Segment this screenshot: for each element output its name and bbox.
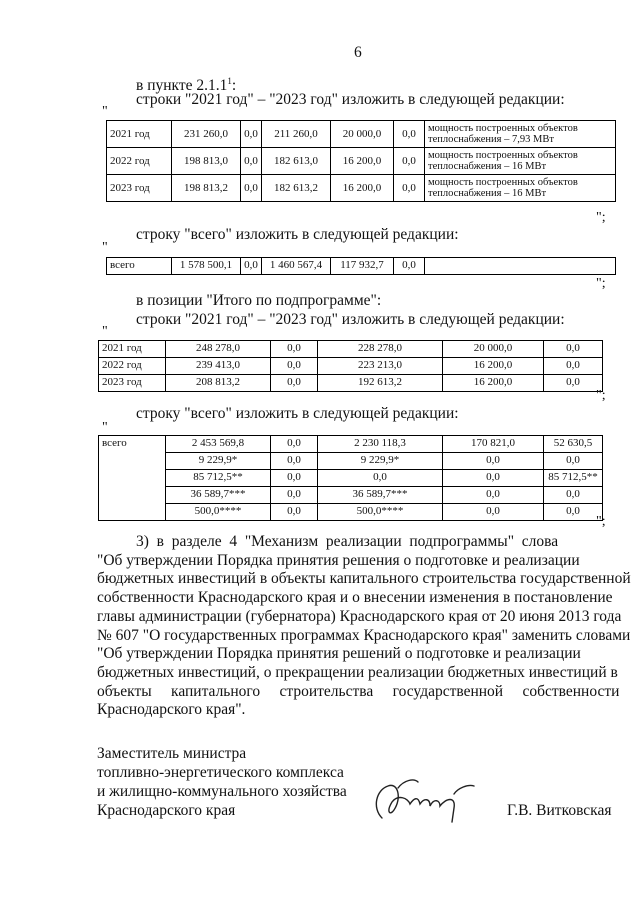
cell-c5: 0,0	[544, 341, 603, 358]
section1-intro-tail: :	[231, 77, 237, 95]
cell-description	[425, 121, 616, 148]
cell-description	[425, 175, 616, 202]
cell-c3: 182 613,0	[262, 148, 331, 175]
paragraph-line: "Об утверждении Порядка принятия решения о подготовке и реализации	[97, 551, 580, 569]
years-table-2	[98, 340, 603, 392]
cell-c3: 211 260,0	[262, 121, 331, 148]
table-row	[99, 487, 603, 504]
section1-intro-text: в пункте 2.1.1	[136, 77, 228, 95]
page-number: 6	[354, 44, 362, 61]
cell-c5: 52 630,5	[544, 436, 603, 453]
cell-total: 500,0****	[166, 504, 271, 521]
cell-c3: 192 613,2	[318, 375, 443, 392]
row-year: 2021 год	[99, 341, 166, 358]
paragraph-line: 3) в разделе 4 "Механизм реализации подпрограммы" слова	[136, 533, 559, 550]
table-row	[99, 453, 603, 470]
cell-c2: 0,0	[271, 436, 318, 453]
description-line: мощность построенных объектов	[428, 123, 578, 134]
cell-c2: 0,0	[271, 487, 318, 504]
open-quote: "	[102, 324, 108, 339]
cell-c3: 223 213,0	[318, 358, 443, 375]
cell-c3: 36 589,7***	[318, 487, 443, 504]
paragraph-line: объекты капитального строительства государственной собственности	[97, 682, 620, 700]
cell-total: 2 453 569,8	[166, 436, 271, 453]
cell-c5: 0,0	[544, 487, 603, 504]
paragraph-line: бюджетных инвестиций в объекты капитального строительства государственной	[97, 570, 631, 588]
cell-total: 208 813,2	[166, 375, 271, 392]
signatory-position-4: Краснодарского края	[97, 802, 236, 819]
section3-instruction: строки "2021 год" – "2023 год" изложить в следующей редакции:	[136, 311, 565, 328]
total-table-1	[106, 257, 616, 275]
open-quote: "	[102, 420, 108, 435]
cell-c5: 0,0	[394, 258, 425, 275]
table-row	[107, 148, 616, 175]
cell-c4: 0,0	[443, 487, 544, 504]
row-year: 2023 год	[99, 375, 166, 392]
description-line: теплоснабжения – 16 МВт	[428, 188, 547, 199]
cell-c4: 170 821,0	[443, 436, 544, 453]
open-quote: "	[102, 104, 108, 119]
table-row	[99, 375, 603, 392]
cell-c5: 0,0	[544, 453, 603, 470]
paragraph-line: собственности Краснодарского края и о внесении изменения в постановление	[97, 589, 613, 607]
cell-c2: 0,0	[271, 341, 318, 358]
cell-c4: 0,0	[443, 470, 544, 487]
section3-intro: в позиции "Итого по подпрограмме":	[136, 292, 382, 309]
cell-c4: 0,0	[443, 504, 544, 521]
cell-total: 198 813,2	[172, 175, 241, 202]
paragraph-line: бюджетных инвестиций, о прекращении реализации бюджетных инвестиций в	[97, 663, 618, 681]
cell-total: 198 813,0	[172, 148, 241, 175]
open-quote: "	[102, 240, 108, 255]
row-label: всего	[99, 436, 166, 521]
cell-c2: 0,0	[241, 148, 262, 175]
signatory-position-2: топливно-энергетического комплекса	[97, 764, 344, 781]
paragraph-line: главы администрации (губернатора) Краснодарского края от 20 июня 2013 года	[97, 607, 622, 625]
paragraph-line: № 607 "О государственных программах Краснодарского края" заменить словами	[97, 626, 631, 644]
cell-c4: 0,0	[443, 453, 544, 470]
signatory-position-3: и жилищно-коммунального хозяйства	[97, 783, 347, 800]
table-row	[99, 504, 603, 521]
cell-description	[425, 148, 616, 175]
cell-c5: 0,0	[544, 358, 603, 375]
cell-c2: 0,0	[271, 470, 318, 487]
cell-c5: 85 712,5**	[544, 470, 603, 487]
cell-c2: 0,0	[241, 175, 262, 202]
handwritten-signature	[368, 768, 478, 828]
cell-total: 231 260,0	[172, 121, 241, 148]
cell-total: 9 229,9*	[166, 453, 271, 470]
cell-c4: 16 200,0	[443, 358, 544, 375]
cell-c4: 117 932,7	[331, 258, 394, 275]
row-year: 2022 год	[99, 358, 166, 375]
section4-instruction: строку "всего" изложить в следующей редакции:	[136, 405, 459, 422]
paragraph-line: "Об утверждении Порядка принятия решений о подготовке и реализации	[97, 645, 581, 663]
cell-c5: 0,0	[394, 148, 425, 175]
close-quote: ";	[596, 514, 606, 529]
table-row	[99, 470, 603, 487]
table-row	[107, 121, 616, 148]
cell-c4: 16 200,0	[331, 148, 394, 175]
cell-c3: 0,0	[318, 470, 443, 487]
cell-empty	[425, 258, 616, 275]
cell-c2: 0,0	[241, 258, 262, 275]
years-table-1	[106, 120, 616, 202]
cell-c4: 20 000,0	[331, 121, 394, 148]
description-line: мощность построенных объектов	[428, 177, 578, 188]
cell-c3: 2 230 118,3	[318, 436, 443, 453]
close-quote: ";	[596, 210, 606, 225]
row-year: 2021 год	[107, 121, 172, 148]
description-line: теплоснабжения – 7,93 МВт	[428, 134, 554, 145]
close-quote: ";	[596, 276, 606, 291]
cell-c3: 500,0****	[318, 504, 443, 521]
cell-c5: 0,0	[544, 504, 603, 521]
footnote-ref: 1	[227, 76, 232, 86]
close-quote: ";	[596, 388, 606, 403]
signatory-name: Г.В. Витковская	[507, 802, 612, 819]
cell-c5: 0,0	[394, 121, 425, 148]
description-line: теплоснабжения – 16 МВт	[428, 161, 547, 172]
row-year: 2022 год	[107, 148, 172, 175]
cell-c3: 9 229,9*	[318, 453, 443, 470]
section2-instruction: строку "всего" изложить в следующей редакции:	[136, 226, 459, 243]
cell-c5: 0,0	[394, 175, 425, 202]
description-line: мощность построенных объектов	[428, 150, 578, 161]
cell-c2: 0,0	[271, 453, 318, 470]
cell-c3: 1 460 567,4	[262, 258, 331, 275]
cell-total: 248 278,0	[166, 341, 271, 358]
cell-c5: 0,0	[544, 375, 603, 392]
signatory-position-1: Заместитель министра	[97, 745, 247, 762]
table-row	[99, 436, 603, 453]
cell-c4: 16 200,0	[443, 375, 544, 392]
cell-c2: 0,0	[241, 121, 262, 148]
paragraph-line: Краснодарского края".	[97, 701, 246, 719]
row-year: 2023 год	[107, 175, 172, 202]
cell-total: 239 413,0	[166, 358, 271, 375]
cell-c4: 16 200,0	[331, 175, 394, 202]
cell-total: 85 712,5**	[166, 470, 271, 487]
cell-c2: 0,0	[271, 358, 318, 375]
table-row	[107, 175, 616, 202]
table-row	[99, 341, 603, 358]
table-row	[99, 358, 603, 375]
total-table-2	[98, 435, 603, 521]
cell-total: 1 578 500,1	[172, 258, 241, 275]
cell-total: 36 589,7***	[166, 487, 271, 504]
section1-instruction: строки "2021 год" – "2023 год" изложить в следующей редакции:	[136, 91, 565, 108]
cell-c3: 182 613,2	[262, 175, 331, 202]
cell-c2: 0,0	[271, 375, 318, 392]
cell-c2: 0,0	[271, 504, 318, 521]
row-label: всего	[107, 258, 172, 275]
table-row	[107, 258, 616, 275]
cell-c3: 228 278,0	[318, 341, 443, 358]
cell-c4: 20 000,0	[443, 341, 544, 358]
